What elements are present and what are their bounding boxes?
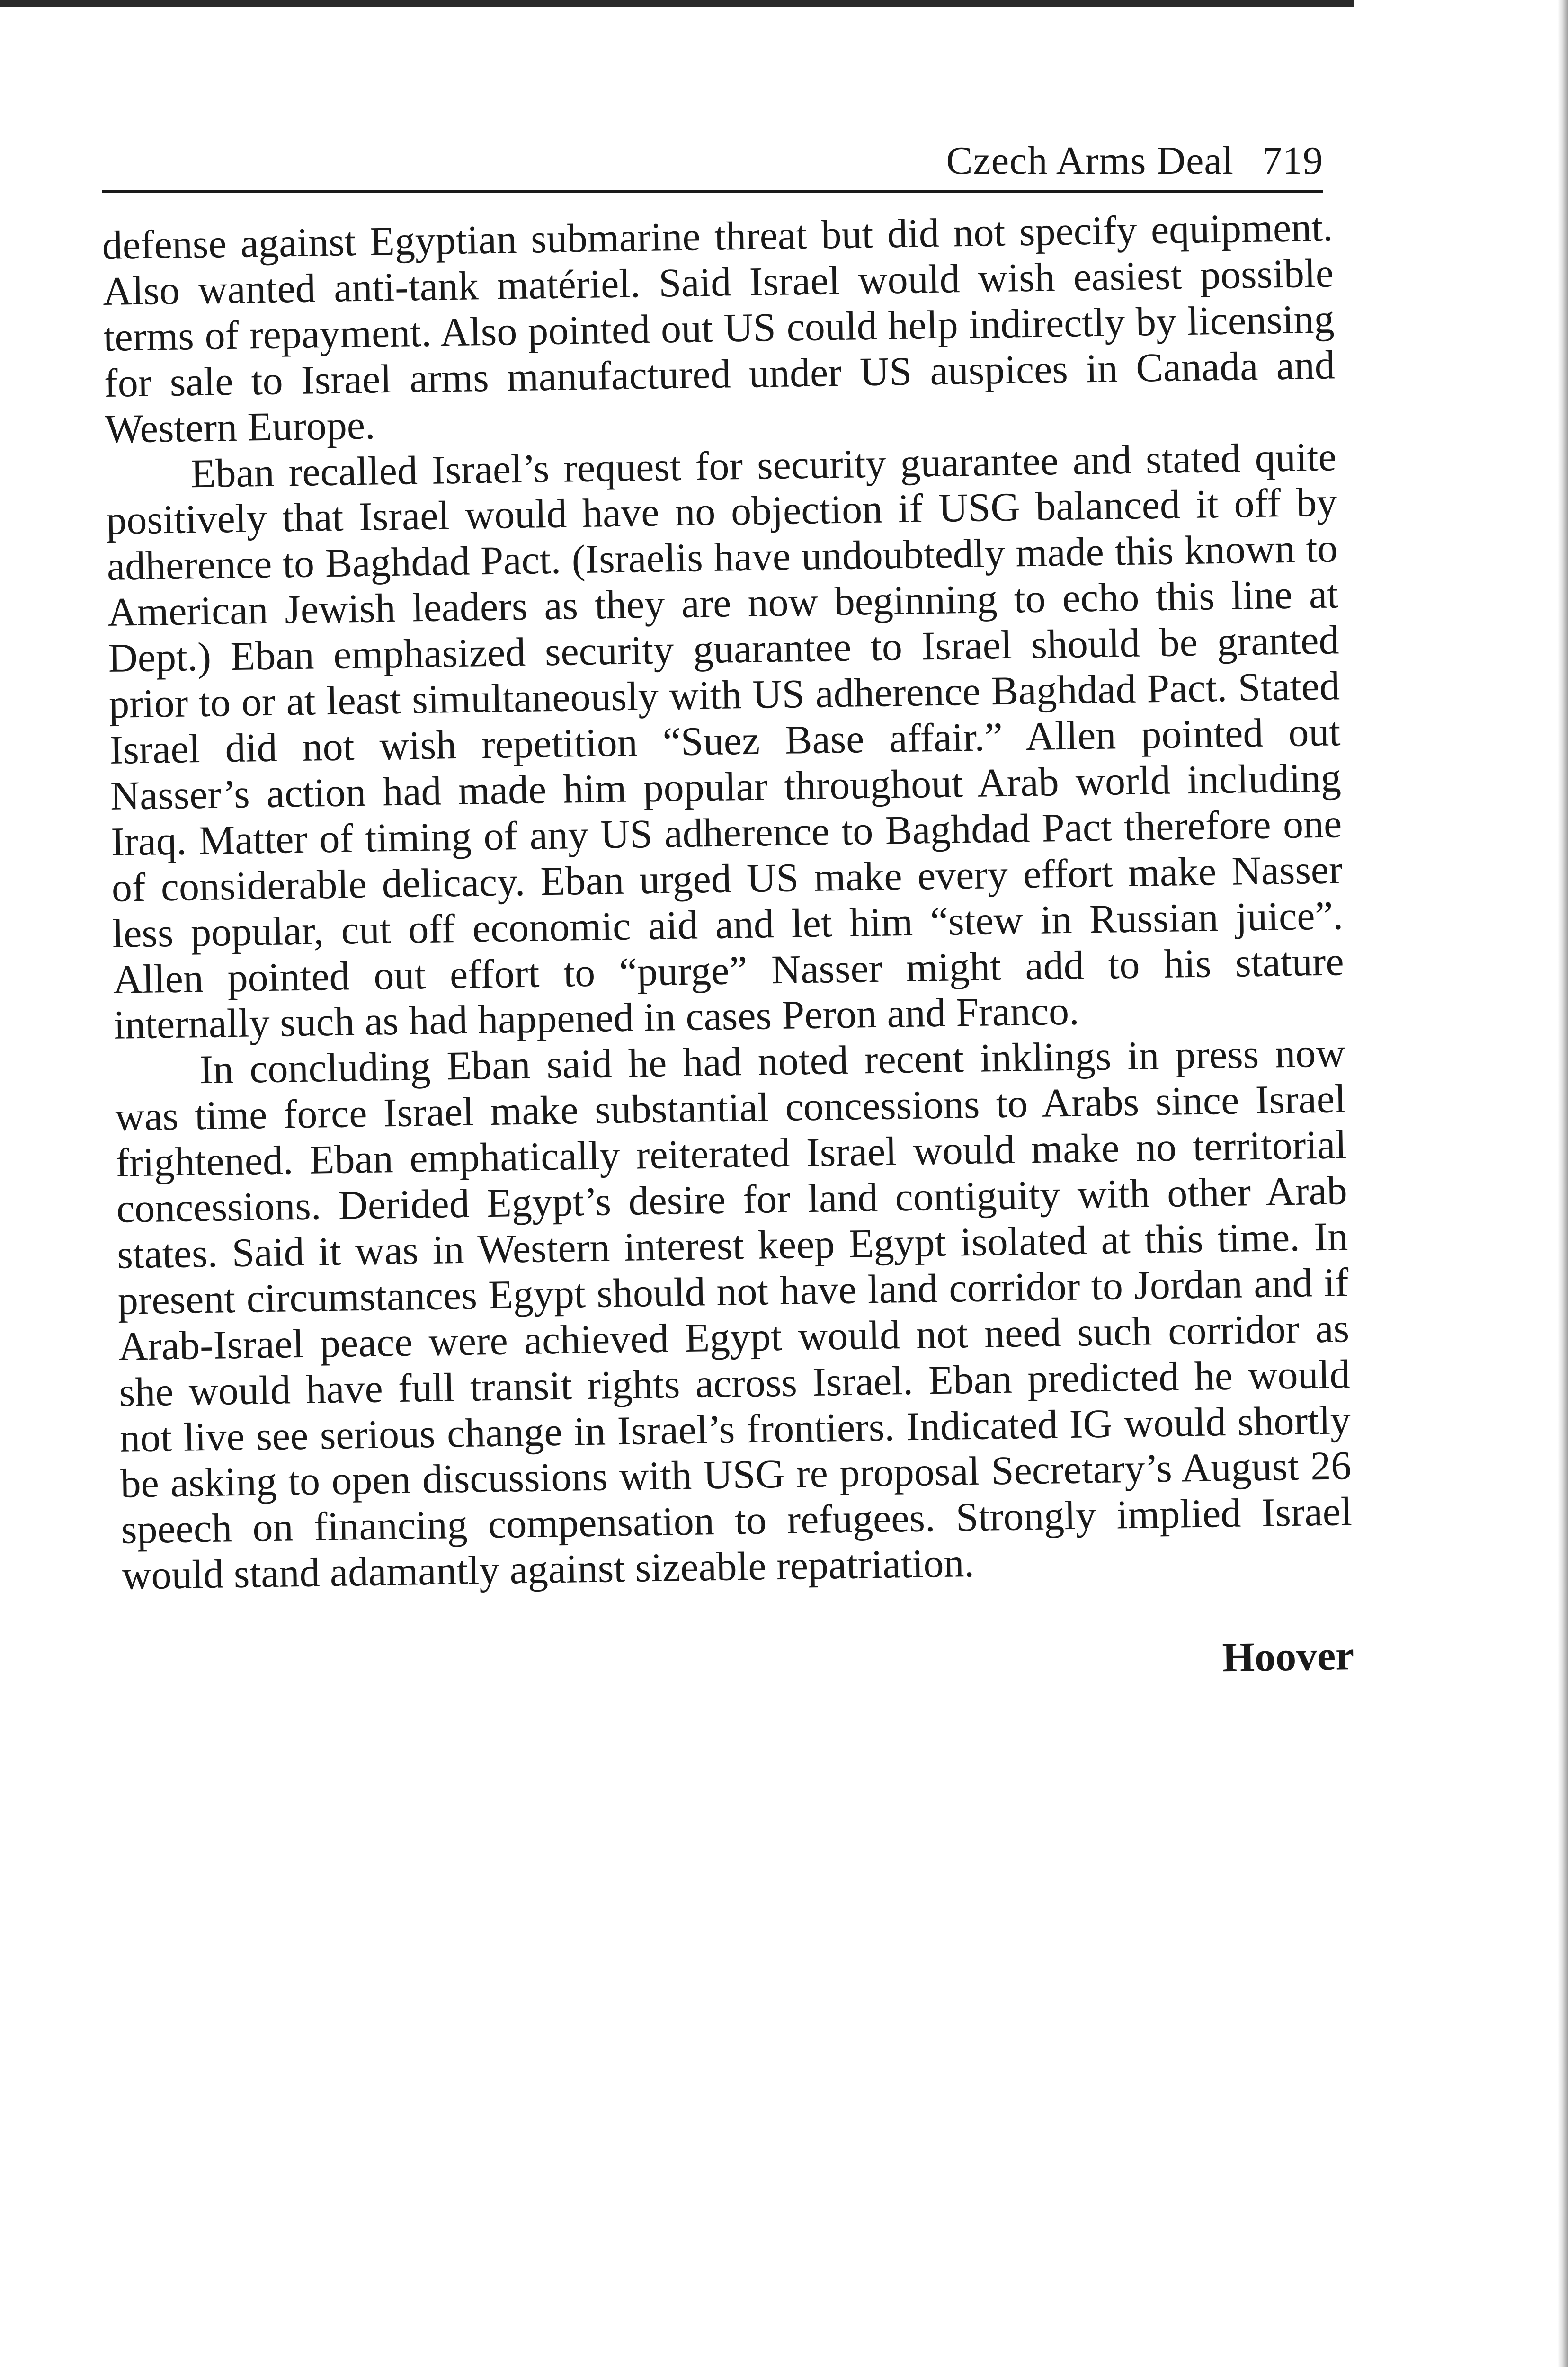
scan-right-edge: [1558, 0, 1568, 2367]
page-body: [102, 204, 1354, 1698]
running-head-title: Czech Arms Deal: [946, 139, 1234, 183]
page-number: 719: [1262, 139, 1323, 183]
scan-top-edge: [0, 0, 1354, 7]
signature: Hoover: [1221, 1633, 1354, 1681]
running-head-text: [946, 137, 1323, 185]
paragraph-security-guarantee: Eban recalled Israel’s request for security guarantee and stated quite positively that Israel would have no objection if USG balanced it off by adherence to Baghdad Pact. (Israelis have undoubtedly made this known to American Jewish leaders as they are now beginning to echo this line at Dept.) Eban emphasized security guarantee to Israel should be granted prior to or at least simultaneously with US adherence Baghdad Pact. Stated Israel did not wish repetition “Suez Base affair.” Allen pointed out Nasser’s action had made him popular throughout Arab world including Iraq. Matter of timing of any US adherence to Baghdad Pact therefore one of considerable delicacy. Eban urged US make every effort make Nasser less popular, cut off economic aid and let him “stew in Russian juice”. Allen pointed out effort to “purge” Nasser might add to his stature internally such as had happened in cases Peron and Franco.: [106, 433, 1345, 1048]
paragraph-concluding: In concluding Eban said he had noted recent inklings in press now was time force Israel make substantial concessions to Arabs since Israel frightened. Eban emphatically reiterated Israel would make no territorial concessions. Derided Egypt’s desire for land contiguity with other Arab states. Said it was in Western interest keep Egypt isolated at this time. In present circumstances Egypt should not have land corridor to Jordan and if Arab-Israel peace were achieved Egypt would not need such corridor as she would have full transit rights across Israel. Eban predicted he would not live see serious change in Israel’s frontiers. Indicated IG would shortly be asking to open discussions with USG re proposal Secretary’s August 26 speech on financing compensation to refugees. Strongly implied Israel would stand adamantly against sizeable repatriation.: [115, 1030, 1353, 1598]
running-head: [102, 128, 1323, 194]
paragraph-continued: defense against Egyptian submarine threat but did not specify equipment. Also wanted anti-tank matériel. Said Israel would wish easiest possible terms of repayment. Also pointed out US could help indirectly by licensing for sale to Israel arms manufactured under US auspices in Canada and Western Europe.: [102, 204, 1336, 452]
header-rule: [102, 190, 1323, 193]
